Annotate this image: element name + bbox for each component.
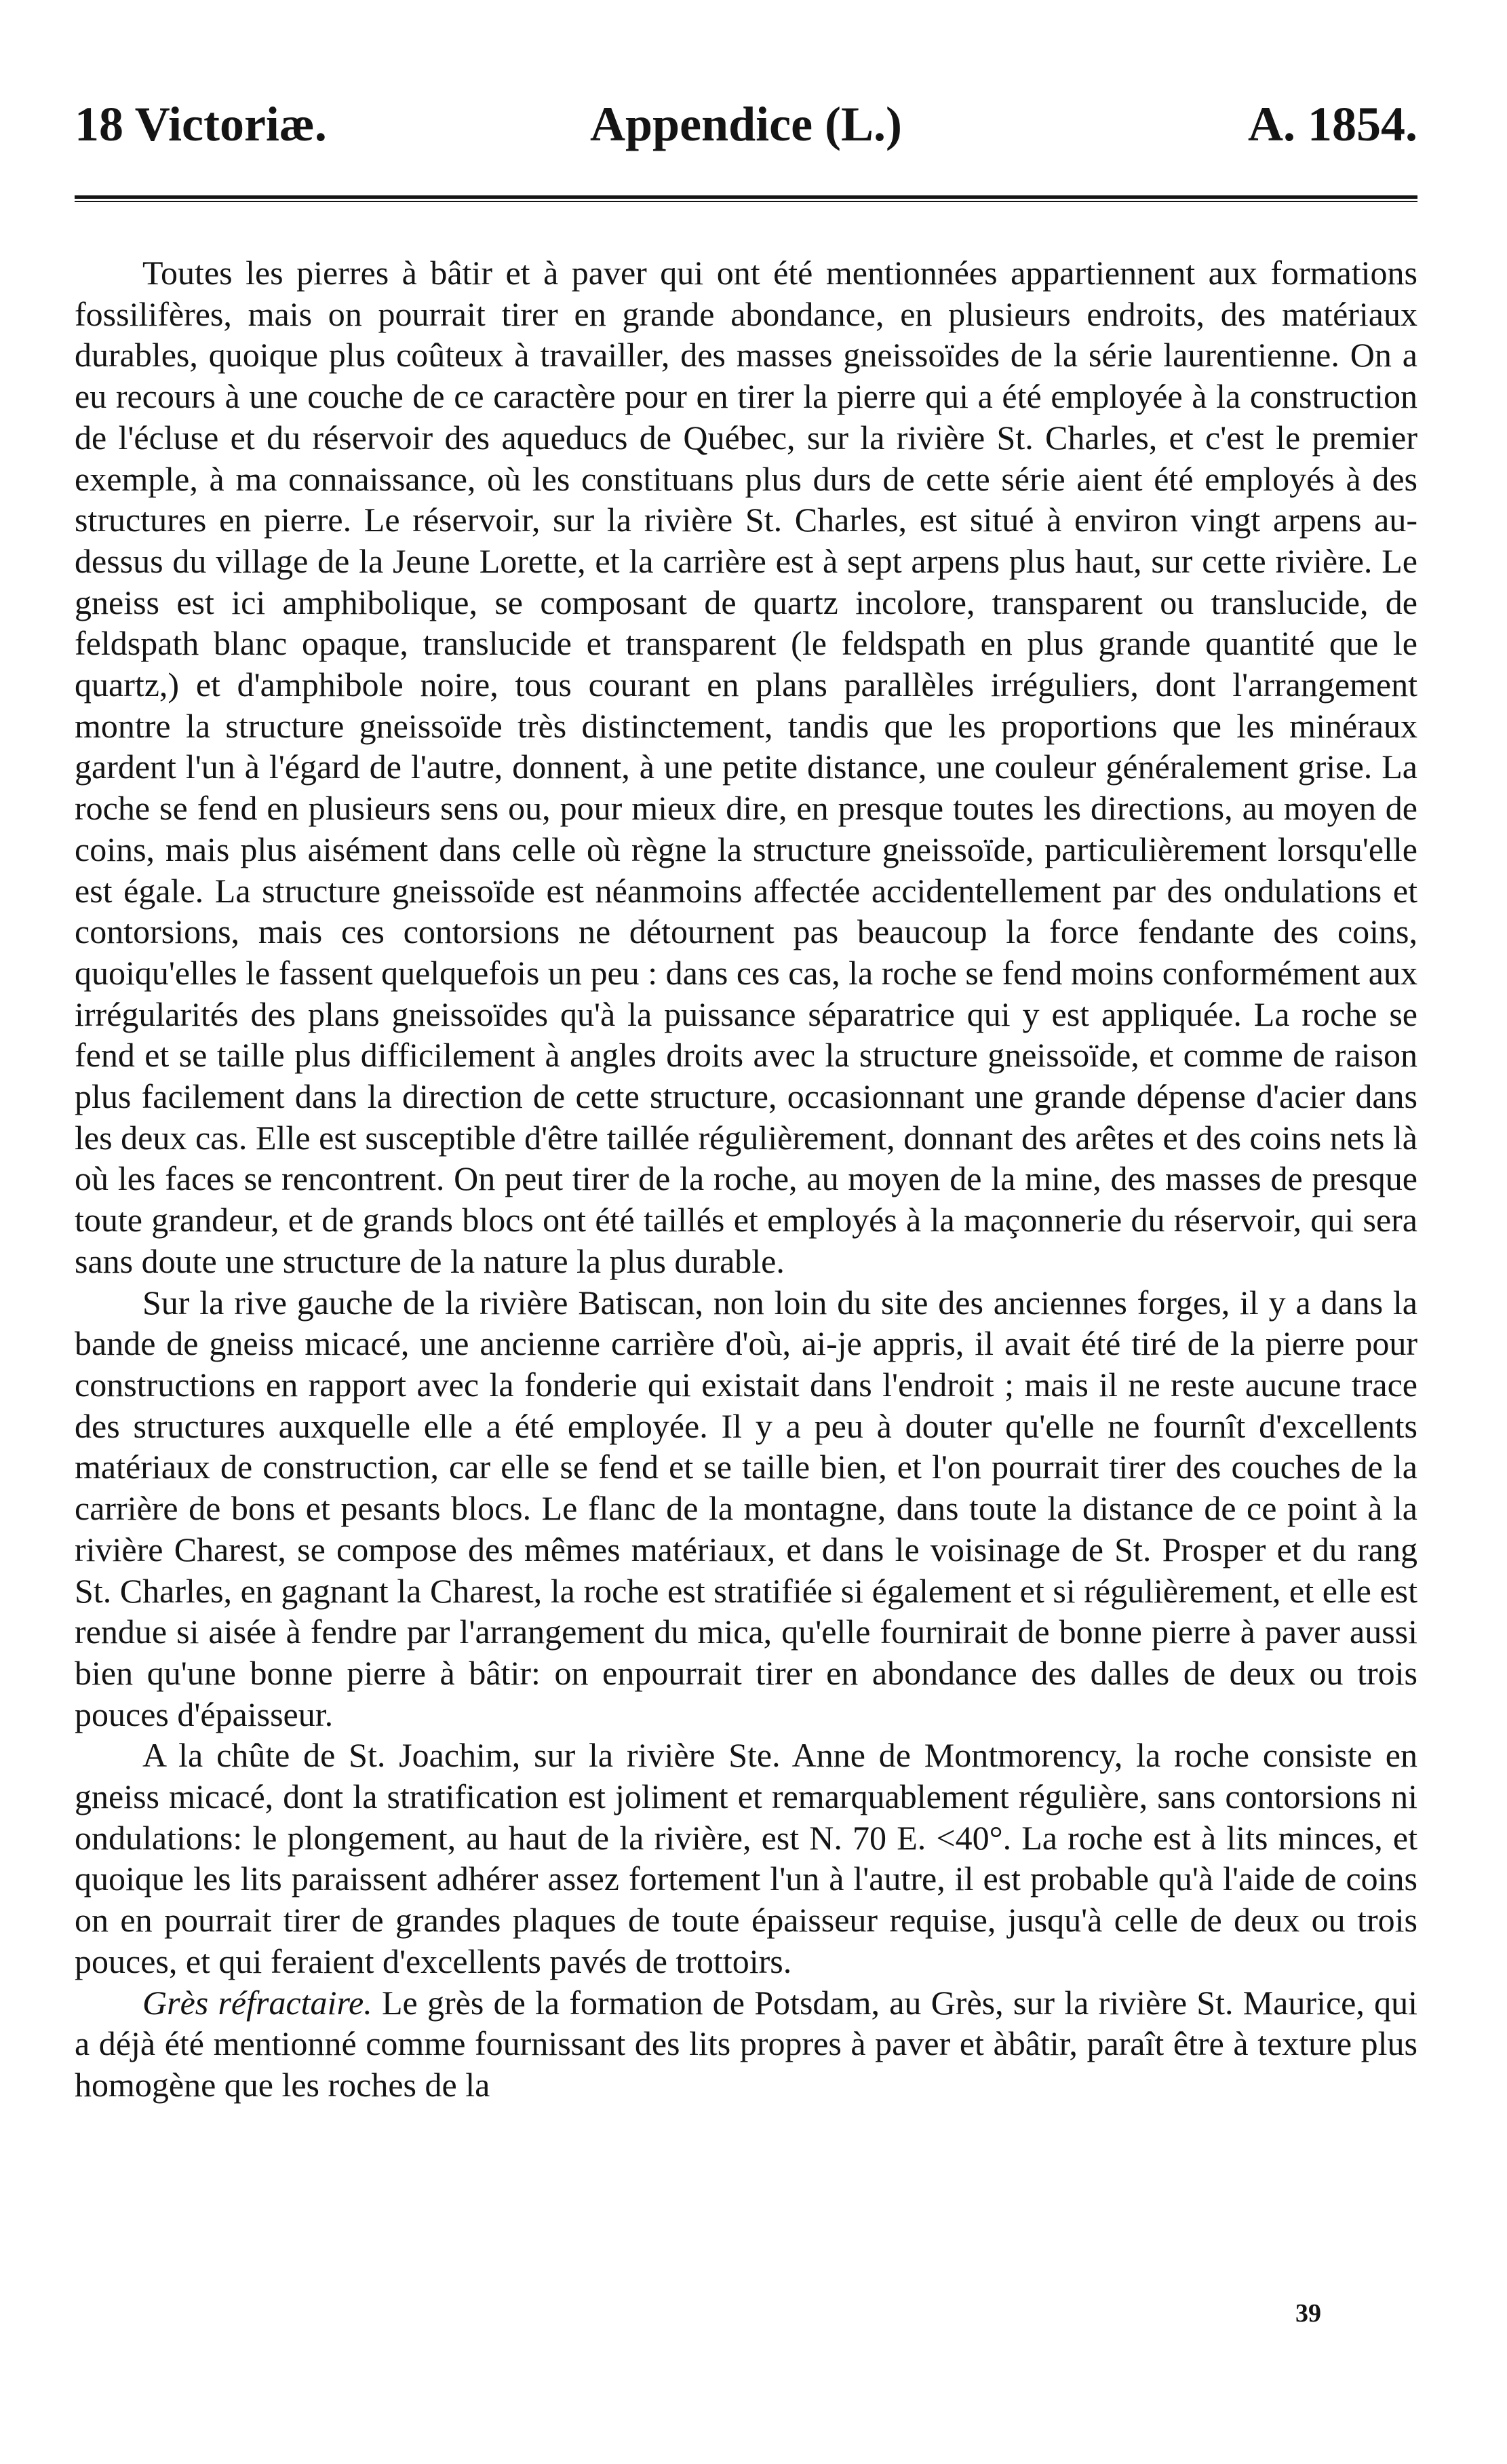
body-text <box>75 252 1417 2106</box>
header-year: A. 1854. <box>1248 97 1417 151</box>
header-appendix: Appendice (L.) <box>589 97 903 151</box>
paragraph-laurentian-gneiss: Toutes les pierres à bâtir et à paver qui ont été mentionnées appartiennent aux formations fossilifères, mais on pourrait tirer en grande abondance, en plusieurs endroits, des matériaux durables, quoique plus coûteux à travailler, des masses gneissoïdes de la série laurentienne. On a eu recours à une couche de ce caractère pour en tirer la pierre qui a été employée à la construction de l'écluse et du réservoir des aqueducs de Québec, sur la rivière St. Charles, et c'est le premier exemple, à ma connaissance, où les constituans plus durs de cette série aient été employés à des structures en pierre. Le réservoir, sur la rivière St. Charles, est situé à environ vingt arpens au-dessus du village de la Jeune Lorette, et la carrière est à sept arpens plus haut, sur cette rivière. Le gneiss est ici amphibolique, se composant de quartz incolore, transparent ou translucide, de feldspath blanc opaque, translucide et transparent (le feldspath en plus grande quantité que le quartz,) et d'amphibole noire, tous courant en plans parallèles irréguliers, dont l'arrangement montre la structure gneissoïde très distinctement, tandis que les proportions que les minéraux gardent l'un à l'égard de l'autre, donnent, à une petite distance, une couleur généralement grise. La roche se fend en plusieurs sens ou, pour mieux dire, en presque toutes les directions, au moyen de coins, mais plus aisément dans celle où règne la structure gneissoïde, particulièrement lorsqu'elle est égale. La structure gneissoïde est néanmoins affectée accidentellement par des ondulations et contorsions, mais ces contorsions ne détournent pas beaucoup la force fendante des coins, quoiqu'elles le fassent quelquefois un peu : dans ces cas, la roche se fend moins conformément aux irrégularités des plans gneissoïdes qu'à la puissance séparatrice qui y est appliquée. La roche se fend et se taille plus difficilement à angles droits avec la structure gneissoïde, et comme de raison plus facilement dans la direction de cette structure, occasionnant une grande dépense d'acier dans les deux cas. Elle est susceptible d'être taillée régulièrement, donnant des arêtes et des coins nets là où les faces se rencontrent. On peut tirer de la roche, au moyen de la mine, des masses de presque toute grandeur, et de grands blocs ont été taillés et employés à la maçonnerie du réservoir, qui sera sans doute une structure de la nature la plus durable. <box>75 254 1417 1280</box>
paragraph-gres-refractaire <box>75 1982 1417 2106</box>
header-rule-thin <box>75 201 1417 202</box>
header-rule <box>75 195 1417 201</box>
page-header <box>75 94 1417 155</box>
header-rule-thick <box>75 195 1417 199</box>
gres-refractaire-text: Le grès de la formation de Potsdam, au Grès, sur la rivière St. Maurice, qui a déjà été mentionné comme fournissant des lits propres à paver et àbâtir, paraît être à texture plus homogène que les roches de la <box>75 1983 1417 2104</box>
paragraph-batiscan: Sur la rive gauche de la rivière Batiscan, non loin du site des anciennes forges, il y a dans la bande de gneiss micacé, une ancienne carrière d'où, ai-je appris, il avait été tiré de la pierre pour constructions en rapport avec la fonderie qui existait dans l'endroit ; mais il ne reste aucune trace des structures auxquelle elle a été employée. Il y a peu à douter qu'elle ne fournît d'excellents matériaux de construction, car elle se fend et se taille bien, et l'on pourrait tirer des couches de la carrière de bons et pesants blocs. Le flanc de la montagne, dans toute la distance de ce point à la rivière Charest, se compose des mêmes matériaux, et dans le voisinage de St. Prosper et du rang St. Charles, en gagnant la Charest, la roche est stratifiée si également et si régulièrement, et elle est rendue si aisée à fendre par l'arrangement du mica, qu'elle fournirait de bonne pierre à paver aussi bien qu'une bonne pierre à bâtir: on enpourrait tirer en abondance des dalles de deux ou trois pouces d'épaisseur. <box>75 1283 1417 1733</box>
header-session: 18 Victoriæ. <box>75 97 327 151</box>
document-page <box>75 0 1417 2464</box>
page-number: 39 <box>1295 2299 1321 2328</box>
paragraph-st-joachim: A la chûte de St. Joachim, sur la rivière Ste. Anne de Montmorency, la roche consiste en gneiss micacé, dont la stratification est joliment et remarquablement régulière, sans contorsions ni ondulations: le plongement, au haut de la rivière, est N. 70 E. <40°. La roche est à lits minces, et quoique les lits paraissent adhérer assez fortement l'un à l'autre, il est probable qu'à l'aide de coins on en pourrait tirer de grandes plaques de toute épaisseur requise, jusqu'à celle de deux ou trois pouces, et qui feraient d'excellents pavés de trottoirs. <box>75 1736 1417 1980</box>
gres-refractaire-heading: Grès réfractaire. <box>142 1983 372 2022</box>
